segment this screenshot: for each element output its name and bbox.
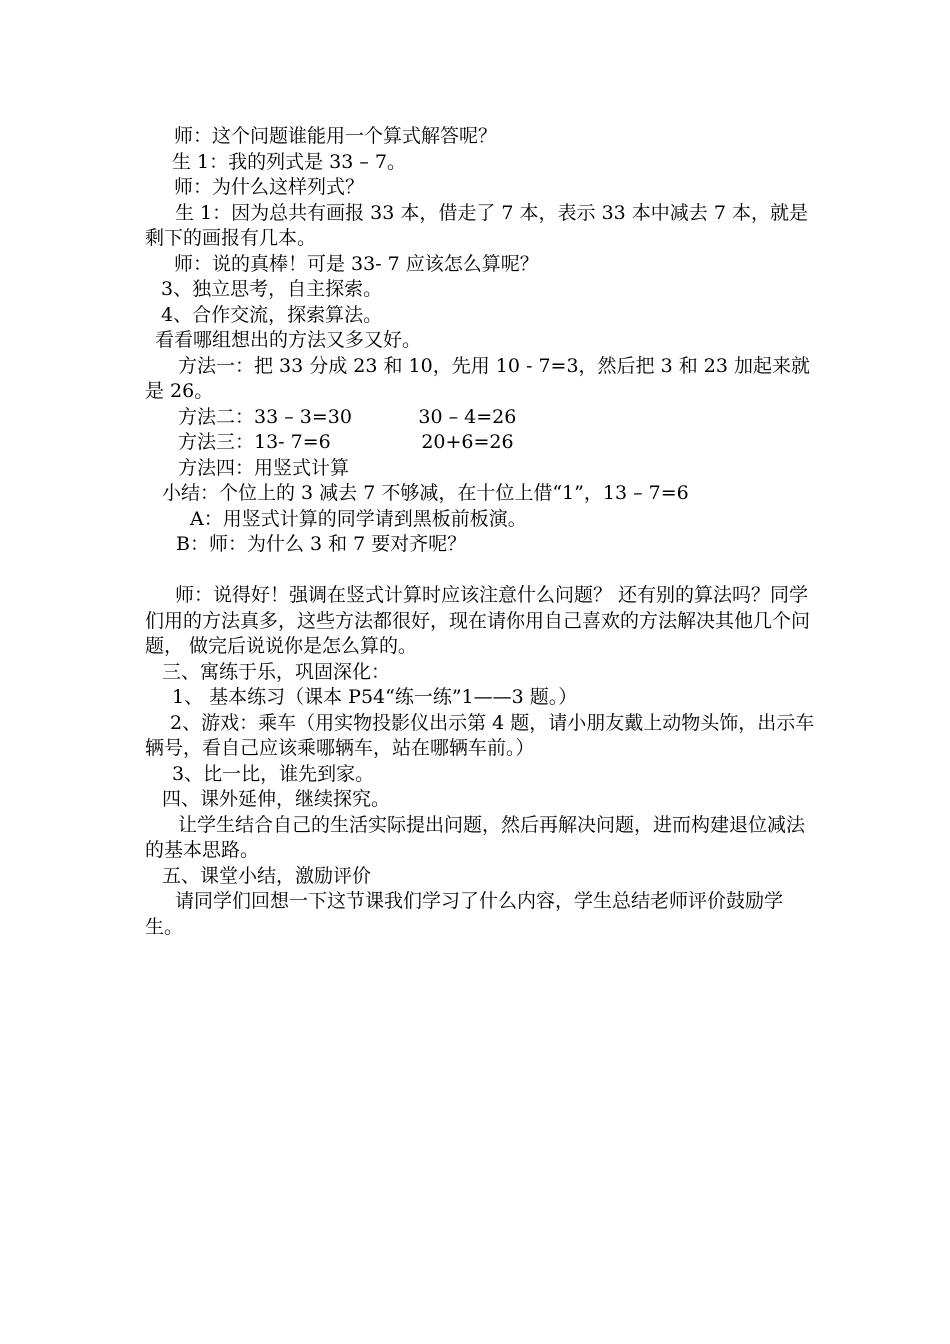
- method-line: 方法二：33 – 3=30 30 – 4=26: [178, 405, 517, 428]
- text-paragraph: 让学生结合自己的生活实际提出问题，然后再解决问题，进而构建退位减法的基本思路。: [145, 813, 806, 861]
- summary-line: 小结：个位上的 3 减去 7 不够减，在十位上借“1”，13 – 7=6: [162, 482, 689, 504]
- dialogue-line: 生 1：我的列式是 33 – 7。: [172, 150, 407, 173]
- text-line: A：用竖式计算的同学请到黑板前板演。: [190, 507, 527, 530]
- dialogue-line: 师：为什么这样列式？: [174, 176, 365, 198]
- dialogue-paragraph: 师：说得好！强调在竖式计算时应该注意什么问题？ 还有别的算法吗？同学们用的方法真多，这些方法都很好，现在请你用自己喜欢的方法解决其他几个问题， 做完后说说你是怎么算的。: [145, 584, 811, 657]
- dialogue-line: 师：说的真棒！可是 33- 7 应该怎么算呢？: [174, 252, 539, 275]
- step-heading: 3、独立思考，自主探索。: [161, 278, 383, 300]
- text-line: 看看哪组想出的方法又多又好。: [155, 329, 422, 351]
- blank-line: [145, 558, 815, 584]
- method-paragraph: 方法一：把 33 分成 23 和 10，先用 10 - 7=3，然后把 3 和 23 加起来就是 26。: [145, 354, 810, 402]
- text-line: B：师：为什么 3 和 7 要对齐呢？: [176, 533, 467, 555]
- text-paragraph: 请同学们回想一下这节课我们学习了什么内容，学生总结老师评价鼓励学生。: [145, 890, 784, 938]
- exercise-line: 3、比一比，谁先到家。: [172, 762, 375, 785]
- method-line: 方法四：用竖式计算: [178, 456, 350, 479]
- step-heading: 4、合作交流，探索算法。: [161, 303, 383, 326]
- document-body: [145, 124, 815, 940]
- method-line: 方法三：13- 7=6 20+6=26: [178, 431, 514, 453]
- dialogue-paragraph: 生 1：因为总共有画报 33 本，借走了 7 本，表示 33 本中减去 7 本，就是剩下的画报有几本。: [145, 201, 808, 249]
- section-heading: 五、课堂小结，激励评价: [162, 864, 372, 887]
- exercise-paragraph: 2、游戏：乘车（用实物投影仪出示第 4 题，请小朋友戴上动物头饰，出示车辆号，看自己应该乘哪辆车，站在哪辆车前。）: [145, 711, 815, 759]
- exercise-line: 1、 基本练习（课本 P54“练一练”1——3 题。）: [172, 686, 578, 708]
- section-heading: 三、寓练于乐，巩固深化：: [162, 660, 391, 683]
- dialogue-line: 师：这个问题谁能用一个算式解答呢？: [174, 125, 498, 147]
- section-heading: 四、课外延伸，继续探究。: [162, 788, 391, 810]
